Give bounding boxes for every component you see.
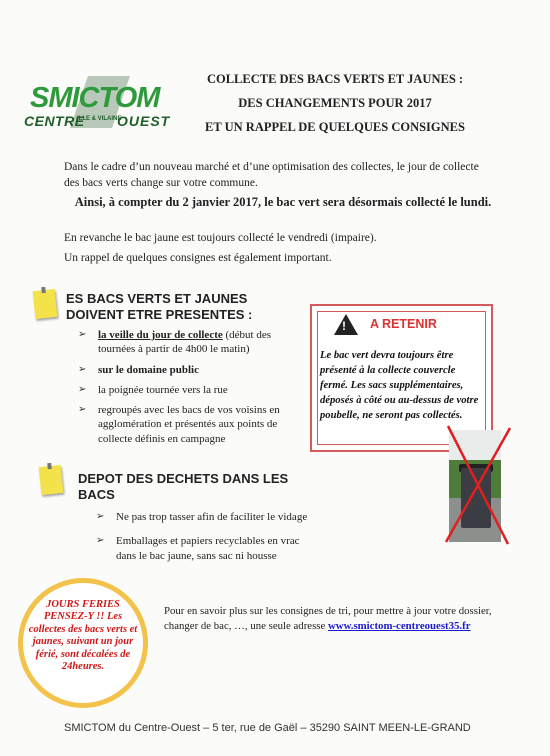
info-paragraph [164, 604, 494, 633]
website-link[interactable]: www.smictom-centreouest35.fr [327, 619, 471, 632]
item-text: regroupés avec les bacs de vos voisins en agglomération et présentés aux points de collecte définis en campagne [98, 404, 280, 445]
section1-title [66, 291, 296, 324]
jours-feries-badge [18, 578, 148, 708]
logo-brand: SMICTOM [30, 82, 160, 114]
item-rest: (début des tournées à partir de 4h00 le matin) [98, 329, 272, 356]
sticky-note-icon [33, 289, 58, 319]
retenir-title: A RETENIR [370, 317, 437, 331]
footer-address: SMICTOM du Centre-Ouest – 5 ter, rue de Gaël – 35290 SAINT MEEN-LE-GRAND [64, 722, 471, 734]
section1-list [78, 328, 296, 452]
info-text: Pour en savoir plus sur les consignes de tri, pour mettre à jour votre dossier, changer de bac, …, une seule adresse [164, 605, 492, 632]
section2-title-line2: BACS [78, 487, 115, 503]
item-text: Emballages et papiers recyclables en vrac dans le bac jaune, sans sac ni housse [116, 535, 300, 562]
arrow-bullet-icon: ➢ [78, 329, 87, 340]
smictom-logo [22, 72, 171, 134]
item-text: sur le domaine public [98, 363, 199, 376]
intro-paragraph: Dans le cadre d’un nouveau marché et d’une optimisation des collectes, le jour de collecte des bacs verts change sur votre commune. [64, 161, 479, 189]
header-line-1: COLLECTE DES BACS VERTS ET JAUNES : [206, 72, 464, 86]
header-line-3: ET UN RAPPEL DE QUELQUES CONSIGNES [205, 120, 465, 134]
arrow-bullet-icon: ➢ [78, 383, 87, 395]
list-item [78, 403, 296, 446]
retenir-text: Le bac vert devra toujours être présenté à la collecte couvercle fermé. Les sacs supplémentaires, déposés à côté ou au-dessus de votre poubelle, ne seront pas collectés. [320, 350, 479, 422]
red-cross-icon [440, 420, 515, 550]
logo-ouest: OUEST [117, 113, 171, 129]
list-item [78, 383, 296, 397]
item-text: Ne pas trop tasser afin de faciliter le vidage [116, 511, 308, 523]
list-item [78, 363, 296, 377]
arrow-bullet-icon: ➢ [96, 511, 105, 522]
item-bold: la veille du jour de collecte [98, 329, 223, 341]
lead-announcement: Ainsi, à compter du 2 janvier 2017, le bac vert sera désormais collecté le lundi. [74, 195, 492, 209]
section2-title-line1: DEPOT DES DECHETS DANS LES [78, 471, 289, 486]
list-item [78, 328, 296, 357]
warning-triangle-icon [334, 314, 358, 335]
item-text: la poignée tournée vers la rue [98, 383, 228, 396]
sticky-note-icon [39, 465, 64, 495]
arrow-bullet-icon: ➢ [96, 535, 105, 547]
jours-feries-text: JOURS FERIES PENSEZ-Y !! Les collectes des bacs verts et jaunes, suivant un jour férié, sont décalées de 24heures. [28, 599, 138, 672]
section1-title-line2: DOIVENT ETRE PRESENTES : [66, 307, 253, 323]
list-item [96, 534, 316, 563]
header-line-2: DES CHANGEMENTS POUR 2017 [238, 96, 432, 110]
logo-centre: CENTRE [24, 113, 85, 129]
arrow-bullet-icon: ➢ [78, 404, 87, 416]
logo-region: ILLE & VILAINE [77, 116, 122, 122]
reminder-paragraph: Un rappel de quelques consignes est également important. [64, 252, 332, 264]
section2-title [78, 471, 308, 504]
list-item [96, 510, 316, 524]
yellow-bin-paragraph: En revanche le bac jaune est toujours collecté le vendredi (impaire). [64, 232, 377, 244]
section2-list [96, 510, 316, 569]
section1-title-line1: ES BACS VERTS ET JAUNES [66, 291, 248, 306]
arrow-bullet-icon: ➢ [78, 363, 87, 375]
